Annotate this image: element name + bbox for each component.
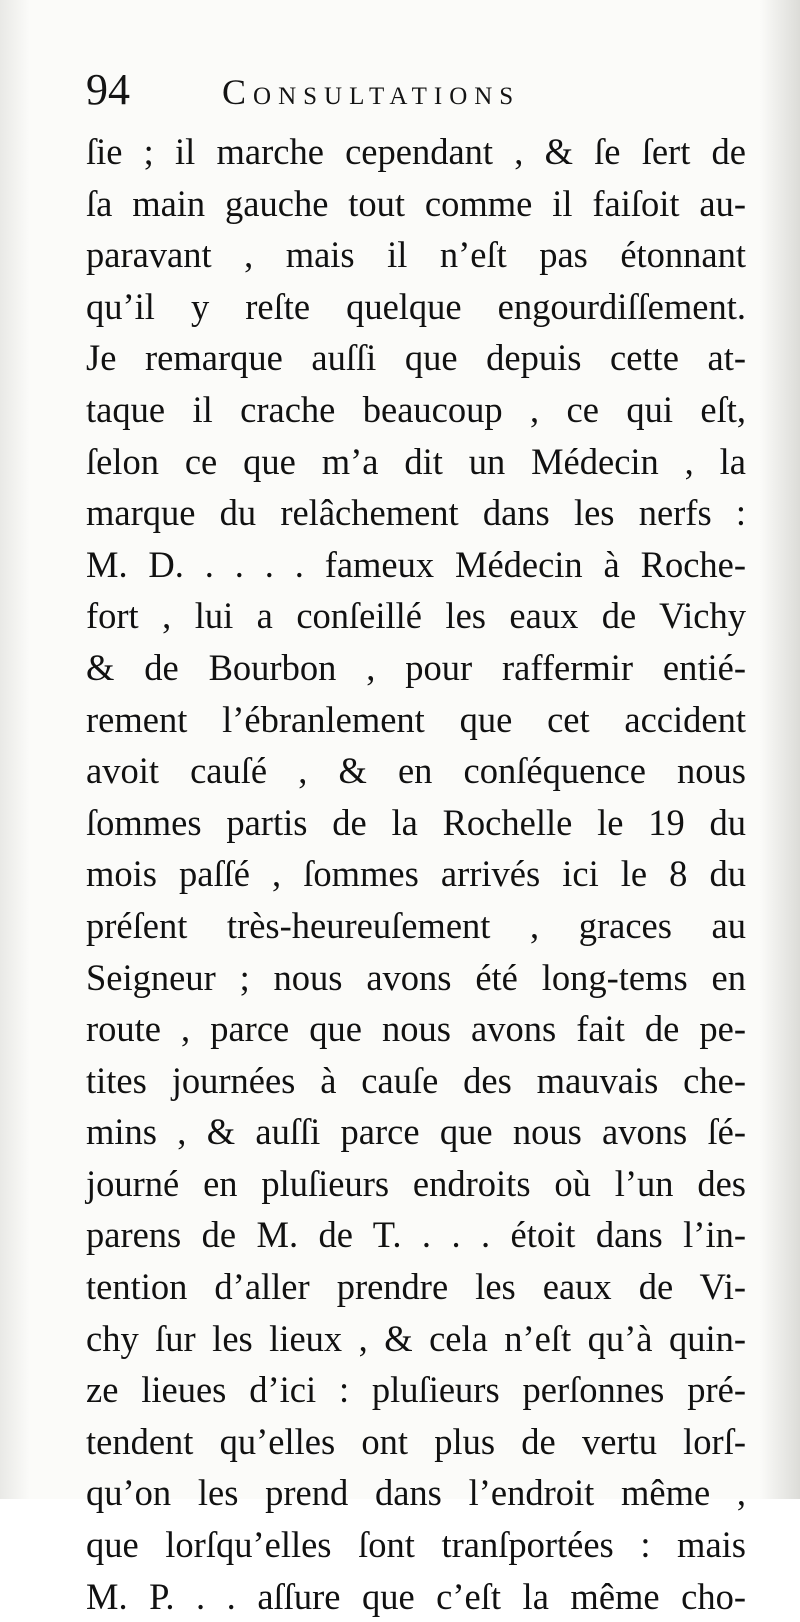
text-line-26: tendent qu’elles ont plus de vertu lorſ- [86, 1420, 746, 1462]
text-line-12: rement l’ébranlement que cet accident [86, 698, 746, 740]
text-line-10: fort , lui a conſeillé les eaux de Vichy [86, 595, 746, 637]
text-line-9: M. D. . . . . fameux Médecin à Roche- [86, 543, 746, 585]
text-line-16: préſent très-heureuſement , graces au [86, 904, 746, 946]
page-number: 94 [86, 65, 130, 114]
running-head: Consultations [222, 72, 521, 112]
text-line-7: ſelon ce que m’a dit un Médecin , la [86, 440, 746, 482]
text-line-8: marque du relâchement dans les nerfs : [86, 492, 746, 534]
text-line-2: ſa main gauche tout comme il faiſoit au- [86, 182, 746, 224]
text-line-18: route , parce que nous avons fait de pe- [86, 1008, 746, 1050]
text-line-4: qu’il y reſte quelque engourdiſſement. [86, 285, 746, 327]
body-text [86, 126, 746, 1622]
text-line-5: Je remarque auſſi que depuis cette at- [86, 337, 746, 379]
text-line-11: & de Bourbon , pour raffermir entié- [86, 646, 746, 688]
text-line-1: ſie ; il marche cependant , & ſe ſert de [86, 131, 746, 172]
text-line-21: journé en pluſieurs endroits où l’un des [86, 1162, 746, 1204]
text-line-23: tention d’aller prendre les eaux de Vi- [86, 1266, 746, 1308]
text-line-27: qu’on les prend dans l’endroit même , [86, 1472, 746, 1514]
text-line-24: chy ſur les lieux , & cela n’eſt qu’à quin- [86, 1317, 746, 1359]
scan-edge-shadow-left [0, 0, 30, 1499]
text-line-3: paravant , mais il n’eſt pas étonnant [86, 234, 746, 276]
scan-edge-shadow-right [760, 0, 800, 1499]
text-line-22: parens de M. de T. . . . étoit dans l’in- [86, 1214, 746, 1256]
text-line-19: tites journées à cauſe des mauvais che- [86, 1059, 746, 1101]
text-line-29: M. P. . . aſſure que c’eſt la même cho- [86, 1575, 746, 1617]
text-line-20: mins , & auſſi parce que nous avons ſé- [86, 1111, 746, 1153]
text-line-25: ze lieues d’ici : pluſieurs perſonnes pré- [86, 1369, 746, 1411]
text-line-28: que lorſqu’elles ſont tranſportées : mais [86, 1524, 746, 1566]
text-line-17: Seigneur ; nous avons été long-tems en [86, 956, 746, 998]
text-line-6: taque il crache beaucoup , ce qui eſt, [86, 388, 746, 430]
text-line-14: ſommes partis de la Rochelle le 19 du [86, 801, 746, 843]
text-line-15: mois paſſé , ſommes arrivés ici le 8 du [86, 853, 746, 895]
page-header [86, 62, 646, 122]
text-line-13: avoit cauſé , & en conſéquence nous [86, 750, 746, 792]
